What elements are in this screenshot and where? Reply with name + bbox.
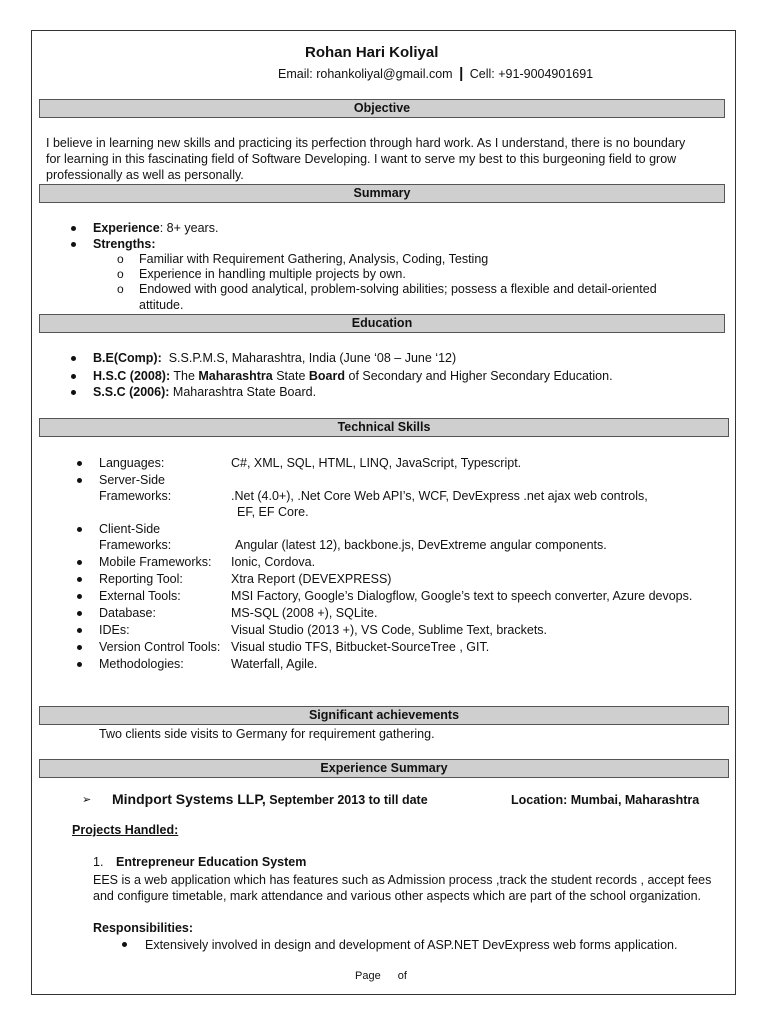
skill-value: Angular (latest 12), backbone.js, DevExtreme angular components. [235, 538, 607, 552]
section-experience: Experience Summary [39, 759, 729, 778]
bullet-icon [71, 242, 76, 247]
bullet-icon [71, 356, 76, 361]
project-description-1: EES is a web application which has features such as Admission process ,track the student records , accept fees [93, 873, 712, 887]
section-objective: Objective [39, 99, 725, 118]
employment-period: September 2013 to till date [269, 793, 428, 807]
skill-label: Mobile Frameworks: [99, 555, 212, 569]
bullet-icon [71, 390, 76, 395]
footer-page-label: Page [355, 970, 381, 982]
circle-bullet-icon: o [117, 252, 124, 266]
footer-of-label: of [397, 970, 407, 982]
circle-bullet-icon: o [117, 282, 124, 296]
skill-value: MSI Factory, Google’s Dialogflow, Google’s text to speech converter, Azure devops. [231, 589, 693, 603]
bullet-icon [77, 662, 82, 667]
summary-strengths [93, 236, 156, 252]
be-label: B.E(Comp): [93, 351, 162, 365]
email-label: Email: [278, 67, 313, 81]
project-number: 1. [93, 855, 104, 869]
bullet-icon [77, 478, 82, 483]
circle-bullet-icon: o [117, 267, 124, 281]
skill-label: Frameworks: [99, 489, 172, 503]
experience-value: : 8+ years. [159, 221, 219, 235]
page-footer [355, 968, 407, 984]
hsc-the: The [173, 369, 195, 383]
bullet-icon [77, 645, 82, 650]
summary-experience [93, 220, 218, 236]
strengths-label: Strengths [93, 237, 152, 251]
experience-label: Experience [93, 221, 160, 235]
bullet-icon [77, 577, 82, 582]
objective-line-3: professionally as well as personally. [46, 168, 244, 182]
projects-handled-heading: Projects Handled: [72, 823, 179, 837]
skill-label: Version Control Tools: [99, 640, 221, 654]
skill-label: Methodologies: [99, 657, 184, 671]
bullet-icon [122, 942, 127, 947]
hsc-state: State [276, 369, 306, 383]
skill-label: Server-Side [99, 473, 165, 487]
bullet-icon [77, 461, 82, 466]
strengths-colon: : [151, 237, 156, 251]
skill-label: External Tools: [99, 589, 181, 603]
skill-label: Client-Side [99, 522, 161, 536]
ssc-label: S.S.C (2006): [93, 385, 170, 399]
strength-item: Endowed with good analytical, problem-solving abilities; possess a flexible and detail-oriented [139, 282, 657, 296]
contact-line [278, 66, 593, 82]
hsc-board: Board [308, 369, 346, 383]
project-name: Entrepreneur Education System [116, 855, 307, 869]
skill-value: Xtra Report (DEVEXPRESS) [231, 572, 392, 586]
skill-value-continued: EF, EF Core. [237, 505, 309, 519]
skill-label: IDEs: [99, 623, 130, 637]
responsibility-item: Extensively involved in design and development of ASP.NET DevExpress web forms application. [145, 938, 678, 952]
skill-value: Waterfall, Agile. [231, 657, 318, 671]
bullet-icon [77, 594, 82, 599]
skill-value: .Net (4.0+), .Net Core Web API’s, WCF, DevExpress .net ajax web controls, [231, 489, 648, 503]
ssc-value: Maharashtra State Board. [172, 385, 317, 399]
section-education: Education [39, 314, 725, 333]
skill-label: Frameworks: [99, 538, 172, 552]
education-be [93, 350, 456, 366]
cell-label: Cell: [469, 67, 495, 81]
arrow-bullet-icon: ➢ [82, 794, 92, 806]
strength-item: Familiar with Requirement Gathering, Analysis, Coding, Testing [139, 252, 489, 266]
skill-value: C#, XML, SQL, HTML, LINQ, JavaScript, Typescript. [231, 456, 522, 470]
bullet-icon [77, 560, 82, 565]
company-line [112, 791, 428, 808]
objective-line-1: I believe in learning new skills and practicing its perfection through hard work. As I understand, there is no boundary [46, 136, 686, 150]
be-value: S.S.P.M.S, Maharashtra, India (June ‘08 – June ‘12) [168, 351, 457, 365]
section-summary: Summary [39, 184, 725, 203]
hsc-label: H.S.C (2008): [93, 369, 171, 383]
email-value[interactable]: rohankoliyal@gmail.com [316, 67, 453, 81]
candidate-name: Rohan Hari Koliyal [305, 44, 439, 61]
skill-value: Ionic, Cordova. [231, 555, 316, 569]
company-name: Mindport Systems LLP, [112, 791, 266, 807]
project-description-2: and configure timetable, mark attendance and various other aspects which are part of the school organization. [93, 889, 701, 903]
bullet-icon [71, 374, 76, 379]
skill-value: Visual Studio (2013 +), VS Code, Sublime Text, brackets. [231, 623, 548, 637]
bullet-icon [71, 226, 76, 231]
skill-value: MS-SQL (2008 +), SQLite. [231, 606, 378, 620]
strength-item-continued: attitude. [139, 298, 184, 312]
strength-item: Experience in handling multiple projects by own. [139, 267, 406, 281]
skill-label: Reporting Tool: [99, 572, 183, 586]
bullet-icon [77, 611, 82, 616]
section-achievements: Significant achievements [39, 706, 729, 725]
hsc-rest: of Secondary and Higher Secondary Education. [348, 369, 613, 383]
bullet-icon [77, 527, 82, 532]
company-location: Location: Mumbai, Maharashtra [511, 793, 700, 807]
contact-separator: | [459, 65, 464, 82]
skill-label: Database: [99, 606, 156, 620]
section-technical-skills: Technical Skills [39, 418, 729, 437]
achievement-text: Two clients side visits to Germany for requirement gathering. [99, 727, 435, 741]
responsibilities-heading: Responsibilities: [93, 921, 194, 935]
skill-label: Languages: [99, 456, 165, 470]
skill-value: Visual studio TFS, Bitbucket-SourceTree , GIT. [231, 640, 490, 654]
bullet-icon [77, 628, 82, 633]
education-ssc [93, 384, 316, 400]
hsc-maharashtra: Maharashtra [198, 369, 273, 383]
cell-value: +91-9004901691 [498, 67, 594, 81]
education-hsc [93, 368, 613, 384]
objective-line-2: for learning in this fascinating field of Software Developing. I want to serve my best to this burgeoning field to grow [46, 152, 677, 166]
